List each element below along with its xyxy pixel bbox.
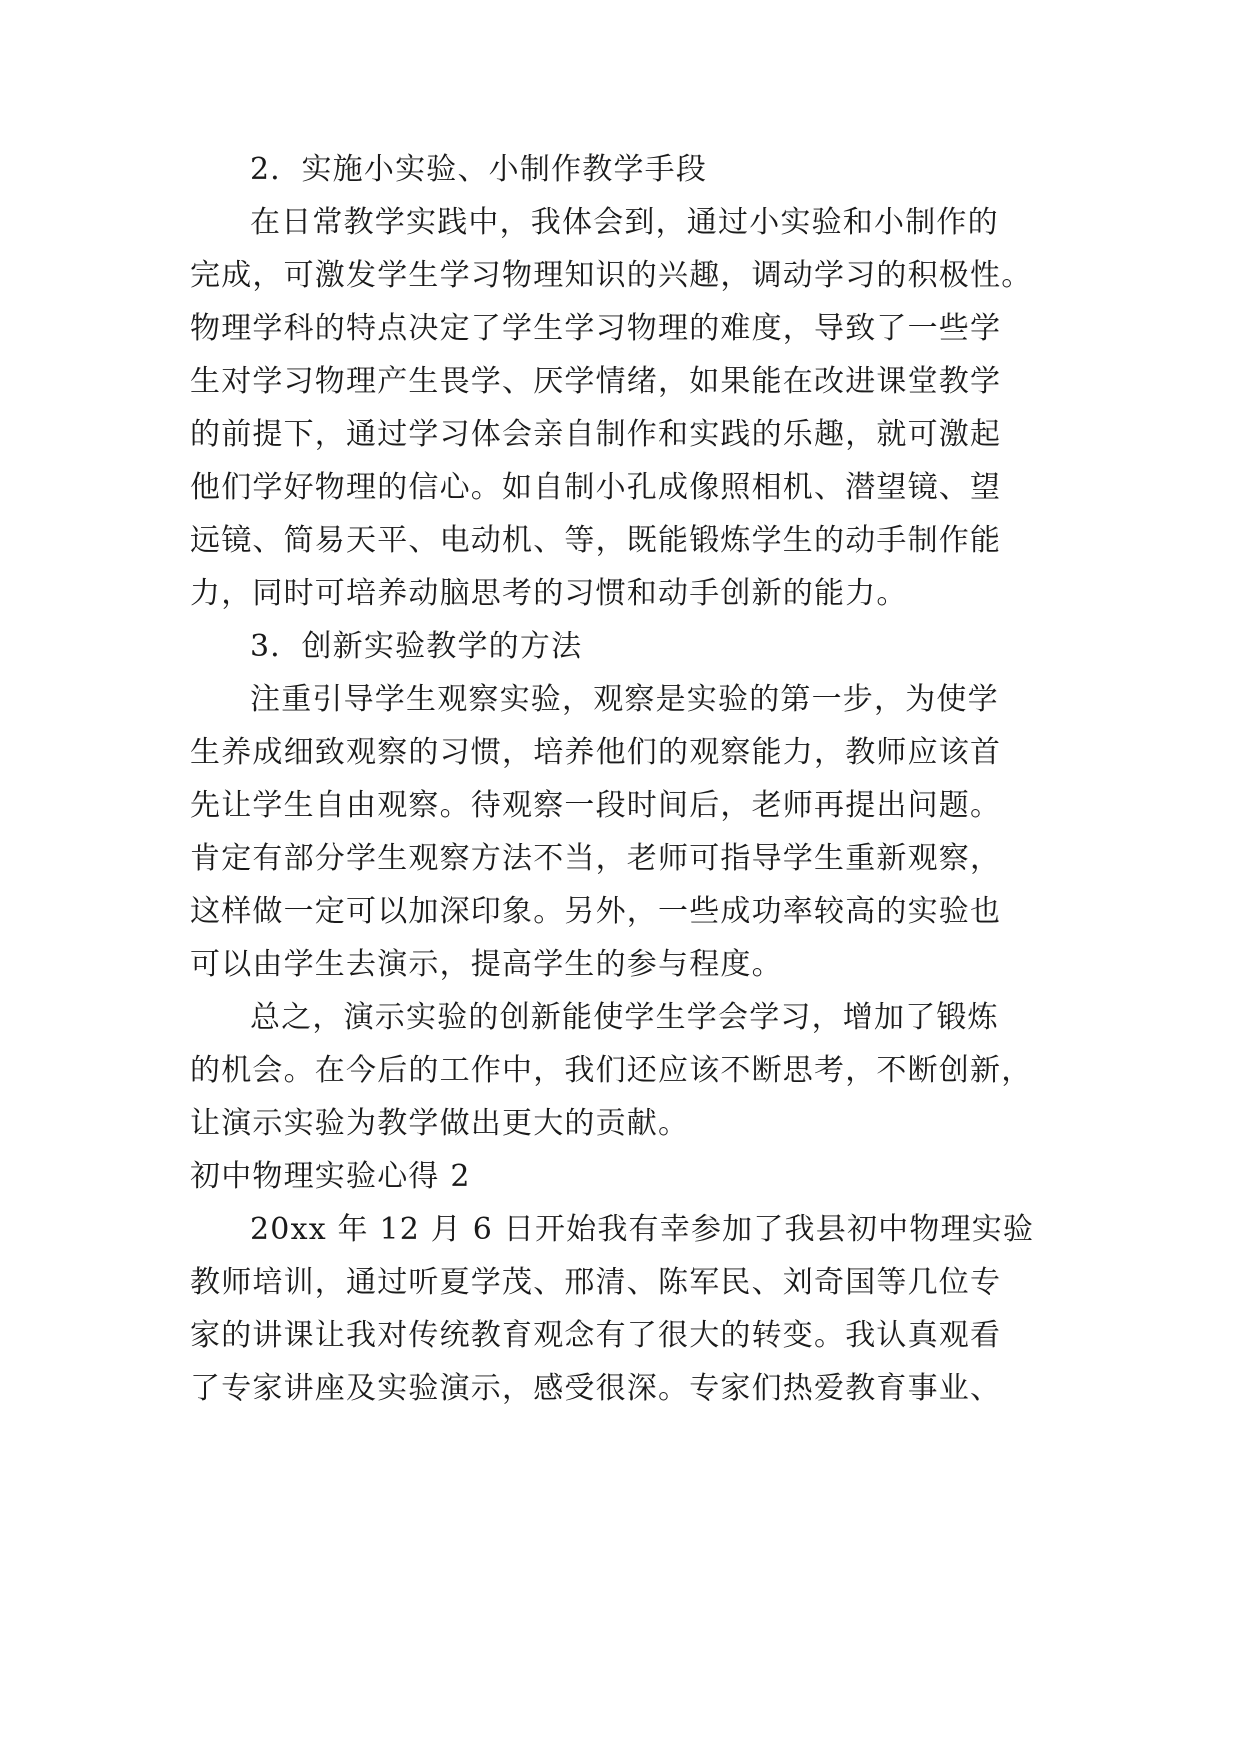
paragraph-line: 力，同时可培养动脑思考的习惯和动手创新的能力。 xyxy=(190,576,908,611)
paragraph-line: 生对学习物理产生畏学、厌学情绪，如果能在改进课堂教学 xyxy=(190,364,1002,399)
paragraph-line: 他们学好物理的信心。如自制小孔成像照相机、潜望镜、望 xyxy=(190,470,1002,505)
paragraph-line: 让演示实验为教学做出更大的贡献。 xyxy=(190,1106,690,1141)
paragraph-line: 总之，演示实验的创新能使学生学会学习，增加了锻炼 xyxy=(250,1000,999,1035)
article-title: 初中物理实验心得 2 xyxy=(190,1159,471,1194)
paragraph-line: 先让学生自由观察。待观察一段时间后，老师再提出问题。 xyxy=(190,788,1002,823)
paragraph-line: 的前提下，通过学习体会亲自制作和实践的乐趣，就可激起 xyxy=(190,417,1002,452)
paragraph-line: 远镜、简易天平、电动机、等，既能锻炼学生的动手制作能 xyxy=(190,523,1002,558)
paragraph-line: 物理学科的特点决定了学生学习物理的难度，导致了一些学 xyxy=(190,311,1002,346)
paragraph-line: 了专家讲座及实验演示，感受很深。专家们热爱教育事业、 xyxy=(190,1371,1002,1406)
section-heading-2: 2．实施小实验、小制作教学手段 xyxy=(250,152,708,187)
paragraph-line: 20xx 年 12 月 6 日开始我有幸参加了我县初中物理实验 xyxy=(250,1212,1035,1247)
paragraph-line: 注重引导学生观察实验，观察是实验的第一步，为使学 xyxy=(250,682,999,717)
paragraph-line: 肯定有部分学生观察方法不当，老师可指导学生重新观察， xyxy=(190,841,1002,876)
paragraph-line: 生养成细致观察的习惯，培养他们的观察能力，教师应该首 xyxy=(190,735,1002,770)
paragraph-line: 在日常教学实践中，我体会到，通过小实验和小制作的 xyxy=(250,205,999,240)
paragraph-line: 完成，可激发学生学习物理知识的兴趣，调动学习的积极性。 xyxy=(190,258,1033,293)
section-heading-3: 3．创新实验教学的方法 xyxy=(250,629,583,664)
paragraph-line: 可以由学生去演示，提高学生的参与程度。 xyxy=(190,947,783,982)
paragraph-line: 这样做一定可以加深印象。另外，一些成功率较高的实验也 xyxy=(190,894,1002,929)
paragraph-line: 教师培训，通过听夏学茂、邢清、陈军民、刘奇国等几位专 xyxy=(190,1265,1002,1300)
paragraph-line: 家的讲课让我对传统教育观念有了很大的转变。我认真观看 xyxy=(190,1318,1002,1353)
paragraph-line: 的机会。在今后的工作中，我们还应该不断思考，不断创新， xyxy=(190,1053,1033,1088)
